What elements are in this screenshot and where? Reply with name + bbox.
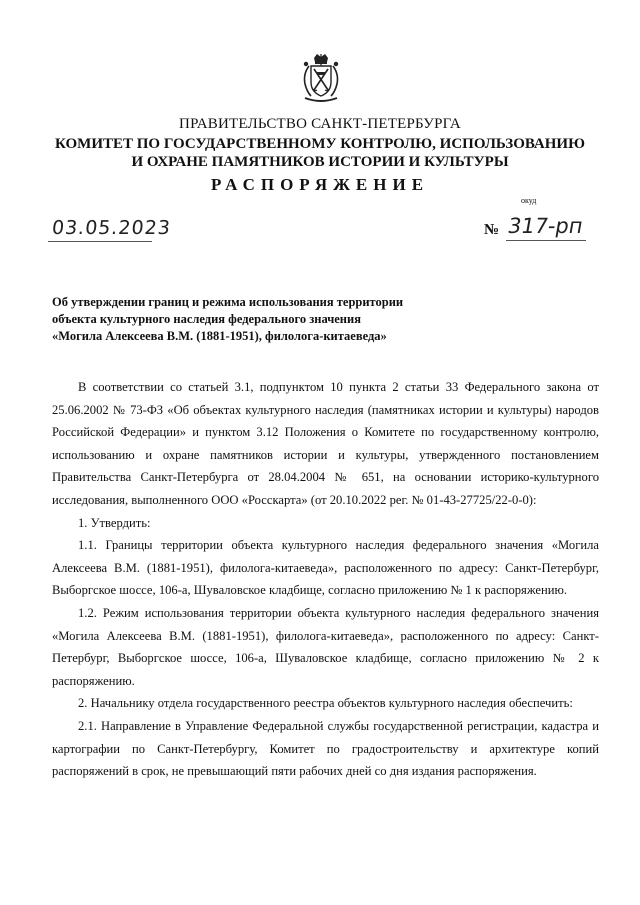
date-underline (48, 241, 152, 242)
subject-line2: объекта культурного наследия федерального значения (52, 312, 361, 326)
document-type: РАСПОРЯЖЕНИЕ (210, 175, 430, 194)
okud-label: окуд (521, 196, 537, 205)
committee-name (0, 135, 640, 171)
government-name: ПРАВИТЕЛЬСТВО САНКТ-ПЕТЕРБУРГА (179, 116, 461, 132)
order-number: 317-рп (505, 214, 585, 238)
order-body (52, 376, 599, 783)
clause-2-1: 2.1. Направление в Управление Федеральной службы государственной регистрации, кадастра и картографии по Санкт-Петербургу, Комитет по градостроительству и архитектуре копий распоряжений в срок, не превышающий пяти рабочих дней со дня издания распоряжения. (52, 718, 599, 779)
preamble-paragraph: В соответствии со статьей 3.1, подпунктом 10 пункта 2 статьи 33 Федерального закона от 25.06.2002 № 73-ФЗ «Об объектах культурного наследия (памятниках истории и культуры) народов Российской Федерации» и пунктом 3.12 Положения о Комитете по государственному контролю, использованию и охране памятников истории и культуры, утвержденного постановлением Правительства Санкт-Петербурга от 28.04.2004 № 651, на основании историко-культурного исследования, выполненного ООО «Росскарта» (от 20.10.2022 рег. № 01-43-27725/22-0-0): (52, 380, 599, 507)
committee-name-line1: КОМИТЕТ ПО ГОСУДАРСТВЕННОМУ КОНТРОЛЮ, ИСПОЛЬЗОВАНИЮ (55, 136, 585, 152)
committee-name-line2: И ОХРАНЕ ПАМЯТНИКОВ ИСТОРИИ И КУЛЬТУРЫ (131, 154, 509, 170)
order-date: 03.05.2023 (50, 217, 172, 239)
clause-2: 2. Начальнику отдела государственного реестра объектов культурного наследия обеспечить: (78, 696, 573, 711)
clause-1-1: 1.1. Границы территории объекта культурного наследия федерального значения «Могила Алексеева В.М. (1881-1951), филолога-китаеведа», расположенного по адресу: Санкт-Петербург, Выборгское шоссе, 106-а, Шуваловское кладбище, согласно приложению № 1 к распоряжению. (52, 538, 599, 598)
coat-of-arms-icon (299, 52, 343, 104)
number-underline (506, 240, 586, 241)
subject-line1: Об утверждении границ и режима использования территории (52, 295, 404, 309)
clause-1: 1. Утвердить: (78, 515, 151, 530)
number-sign: № (484, 222, 500, 238)
order-subject (52, 294, 492, 345)
subject-line3: «Могила Алексеева В.М. (1881-1951), филолога-китаеведа» (52, 329, 387, 343)
clause-1-2: 1.2. Режим использования территории объекта культурного наследия федерального значения «Могила Алексеева В.М. (1881-1951), филолога-китаеведа», расположенного по адресу: Санкт-Петербург, Выборгское шоссе, 106-а, Шуваловское кладбище, согласно приложению № 2 к распоряжению. (52, 605, 599, 688)
